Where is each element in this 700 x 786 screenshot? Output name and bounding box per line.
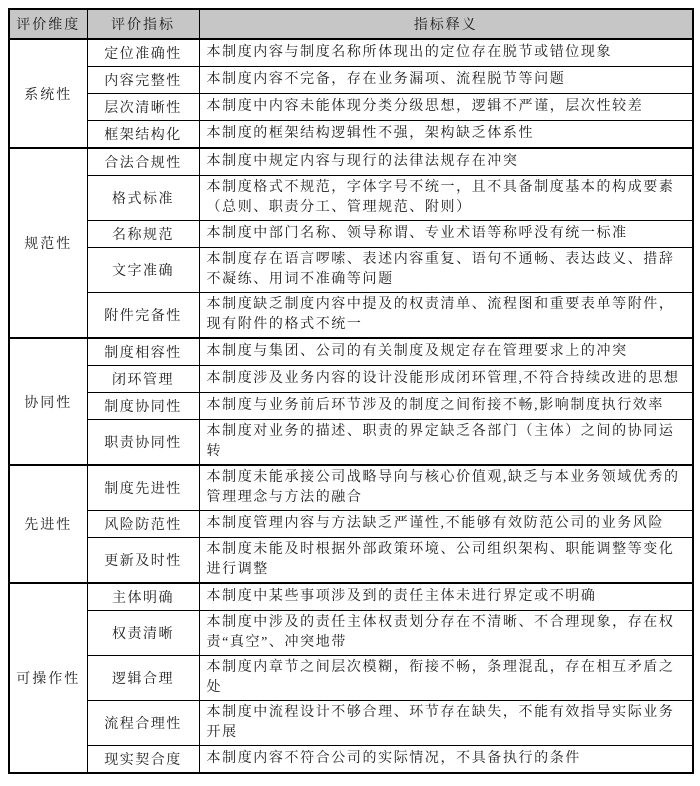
table-row: [9, 121, 693, 149]
meaning-cell: 本制度未能及时根据外部政策环境、公司组织架构、职能调整等变化进行调整: [199, 538, 693, 584]
table-row: [9, 538, 693, 584]
table-row: [9, 701, 693, 746]
meaning-cell: 本制度与集团、公司的有关制度及规定存在管理要求上的冲突: [199, 338, 693, 366]
table-row: [9, 611, 693, 656]
indicator-cell: 职责协同性: [87, 420, 199, 466]
indicator-cell: 文字准确: [87, 248, 199, 293]
indicator-cell: 风险防范性: [87, 511, 199, 538]
meaning-cell: 本制度格式不规范，字体字号不统一，且不具备制度基本的构成要素（总则、职责分工、管理规范、附则）: [199, 176, 693, 221]
meaning-cell: 本制度中某些事项涉及到的责任主体未进行界定或不明确: [199, 583, 693, 611]
indicator-cell: 名称规范: [87, 221, 199, 248]
meaning-cell: 本制度存在语言啰嗦、表述内容重复、语句不通畅、表达歧义、措辞不凝练、用词不准确等问题: [199, 248, 693, 293]
indicator-cell: 制度协同性: [87, 393, 199, 420]
meaning-cell: 本制度内容与制度名称所体现出的定位存在脱节或错位现象: [199, 39, 693, 67]
indicator-cell: 定位准确性: [87, 39, 199, 67]
indicator-cell: 更新及时性: [87, 538, 199, 584]
table-row: [9, 338, 693, 366]
dimension-cell: 协同性: [9, 338, 87, 465]
header-indicator: 评价指标: [87, 9, 199, 39]
indicator-cell: 内容完整性: [87, 67, 199, 94]
table-row: [9, 94, 693, 121]
table-row: [9, 656, 693, 701]
table-row: [9, 465, 693, 511]
table-row: [9, 511, 693, 538]
indicator-cell: 主体明确: [87, 583, 199, 611]
table-row: [9, 39, 693, 67]
indicator-cell: 权责清晰: [87, 611, 199, 656]
meaning-cell: 本制度中内容未能体现分类分级思想，逻辑不严谨，层次性较差: [199, 94, 693, 121]
indicator-cell: 现实契合度: [87, 746, 199, 774]
header-meaning: 指标释义: [199, 9, 693, 39]
indicator-cell: 附件完备性: [87, 293, 199, 339]
meaning-cell: 本制度内章节之间层次模糊，衔接不畅，条理混乱，存在相互矛盾之处: [199, 656, 693, 701]
evaluation-table: [8, 8, 694, 774]
meaning-cell: 本制度内容不符合公司的实际情况，不具备执行的条件: [199, 746, 693, 774]
table-row: [9, 366, 693, 393]
indicator-cell: 制度相容性: [87, 338, 199, 366]
indicator-cell: 制度先进性: [87, 465, 199, 511]
indicator-cell: 流程合理性: [87, 701, 199, 746]
meaning-cell: 本制度的框架结构逻辑性不强，架构缺乏体系性: [199, 121, 693, 149]
table-row: [9, 746, 693, 774]
dimension-cell: 规范性: [9, 148, 87, 338]
meaning-cell: 本制度缺乏制度内容中提及的权责清单、流程图和重要表单等附件，现有附件的格式不统一: [199, 293, 693, 339]
meaning-cell: 本制度中规定内容与现行的法律法规存在冲突: [199, 148, 693, 176]
table-row: [9, 420, 693, 466]
meaning-cell: 本制度管理内容与方法缺乏严谨性,不能够有效防范公司的业务风险: [199, 511, 693, 538]
table-row: [9, 221, 693, 248]
table-row: [9, 583, 693, 611]
table-row: [9, 293, 693, 339]
indicator-cell: 闭环管理: [87, 366, 199, 393]
dimension-cell: 先进性: [9, 465, 87, 583]
meaning-cell: 本制度未能承接公司战略导向与核心价值观,缺乏与本业务领域优秀的管理理念与方法的融合: [199, 465, 693, 511]
meaning-cell: 本制度中部门名称、领导称谓、专业术语等称呼没有统一标准: [199, 221, 693, 248]
meaning-cell: 本制度与业务前后环节涉及的制度之间衔接不畅,影响制度执行效率: [199, 393, 693, 420]
meaning-cell: 本制度中涉及的责任主体权责划分存在不清晰、不合理现象，存在权责“真空”、冲突地带: [199, 611, 693, 656]
dimension-cell: 可操作性: [9, 583, 87, 773]
indicator-cell: 框架结构化: [87, 121, 199, 149]
dimension-cell: 系统性: [9, 39, 87, 148]
header-dimension: 评价维度: [9, 9, 87, 39]
meaning-cell: 本制度涉及业务内容的设计没能形成闭环管理,不符合持续改进的思想: [199, 366, 693, 393]
table-row: [9, 248, 693, 293]
table-row: [9, 67, 693, 94]
meaning-cell: 本制度内容不完备，存在业务漏项、流程脱节等问题: [199, 67, 693, 94]
meaning-cell: 本制度对业务的描述、职责的界定缺乏各部门（主体）之间的协同运转: [199, 420, 693, 466]
table-row: [9, 176, 693, 221]
table-row: [9, 393, 693, 420]
indicator-cell: 层次清晰性: [87, 94, 199, 121]
meaning-cell: 本制度中流程设计不够合理、环节存在缺失，不能有效指导实际业务开展: [199, 701, 693, 746]
table-row: [9, 148, 693, 176]
indicator-cell: 逻辑合理: [87, 656, 199, 701]
table-header-row: [9, 9, 693, 39]
indicator-cell: 合法合规性: [87, 148, 199, 176]
indicator-cell: 格式标准: [87, 176, 199, 221]
